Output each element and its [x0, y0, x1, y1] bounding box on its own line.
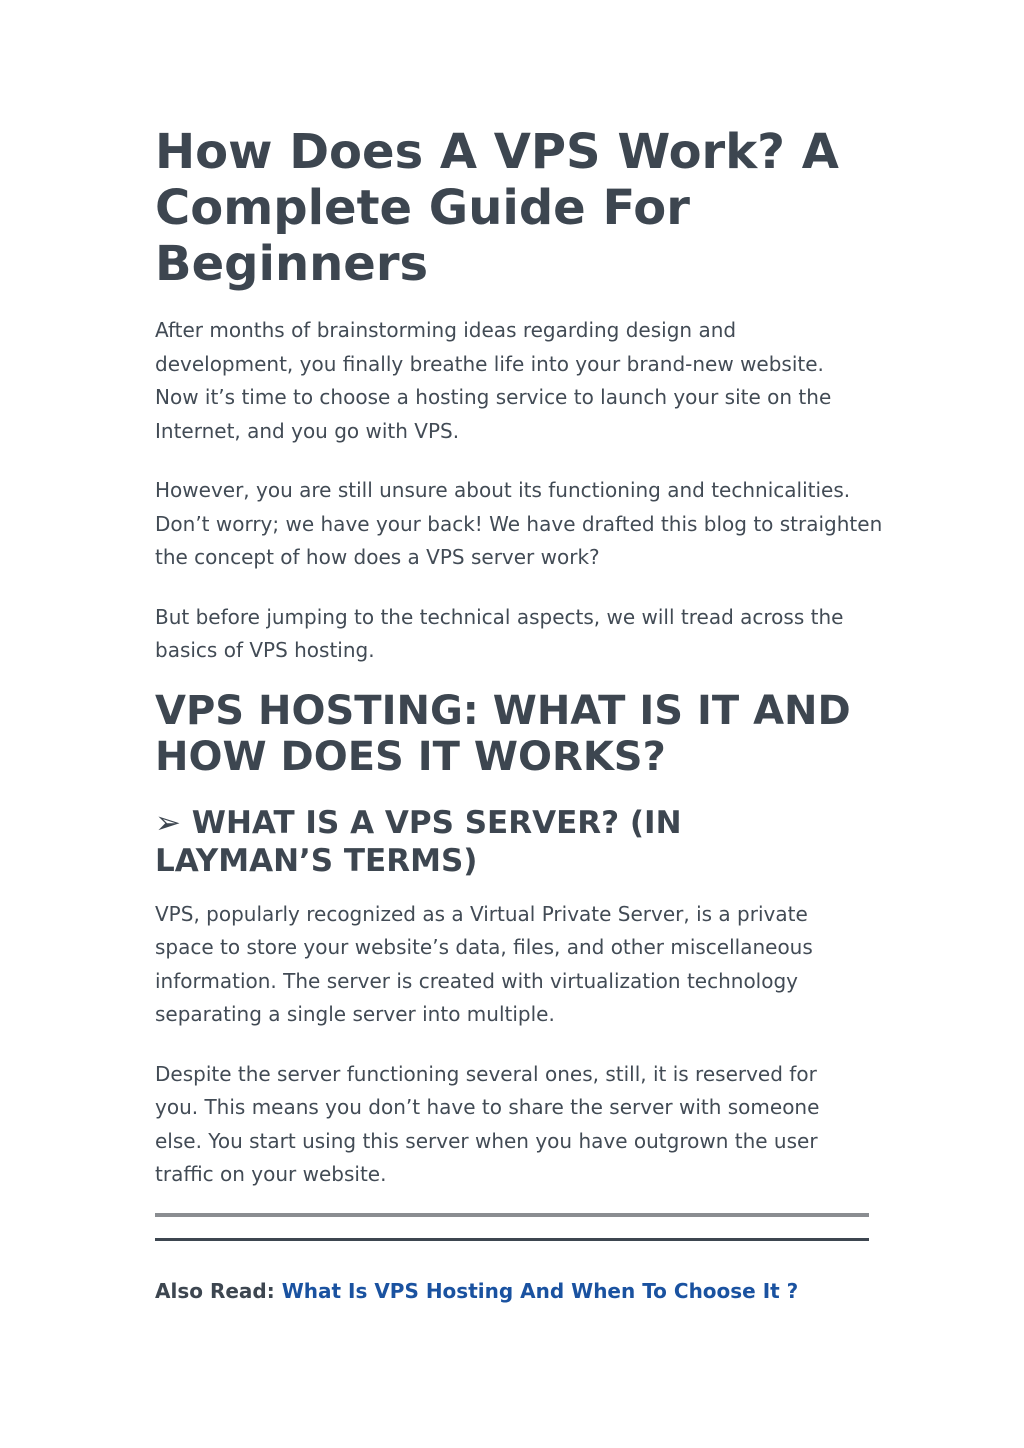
also-read-link[interactable]: What Is VPS Hosting And When To Choose It ? — [281, 1278, 799, 1303]
section-heading: VPS HOSTING: WHAT IS IT AND HOW DOES IT WORKS? — [155, 687, 851, 780]
divider-bottom — [155, 1238, 869, 1241]
also-read — [155, 1276, 885, 1306]
subsection-paragraph-1: VPS, popularly recognized as a Virtual Private Server, is a private space to store your website’s data, files, and other miscellaneous information. The server is created with virtualization technology separating a single server into multiple. — [155, 901, 813, 1026]
intro-paragraph-2: However, you are still unsure about its functioning and technicalities. Don’t worry; we have your back! We have drafted this blog to straighten the concept of how does a VPS server work? — [155, 478, 883, 569]
intro-paragraph-3: But before jumping to the technical aspects, we will tread across the basics of VPS hosting. — [155, 604, 844, 662]
also-read-label: Also Read: — [155, 1278, 282, 1303]
article — [155, 124, 885, 1306]
article-title: How Does A VPS Work? A Complete Guide For Beginners — [155, 124, 839, 292]
subsection-heading: ➢ WHAT IS A VPS SERVER? (IN LAYMAN’S TERMS) — [155, 804, 682, 879]
divider-top — [155, 1213, 869, 1217]
subsection-paragraph-2: Despite the server functioning several ones, still, it is reserved for you. This means you don’t have to share the server with someone else. You start using this server when you have outgrown the user traffic on your website. — [155, 1061, 820, 1186]
intro-paragraph-1: After months of brainstorming ideas regarding design and development, you finally breathe life into your brand-new website. Now it’s time to choose a hosting service to launch your site on the Internet, and you go with VPS. — [155, 318, 832, 443]
